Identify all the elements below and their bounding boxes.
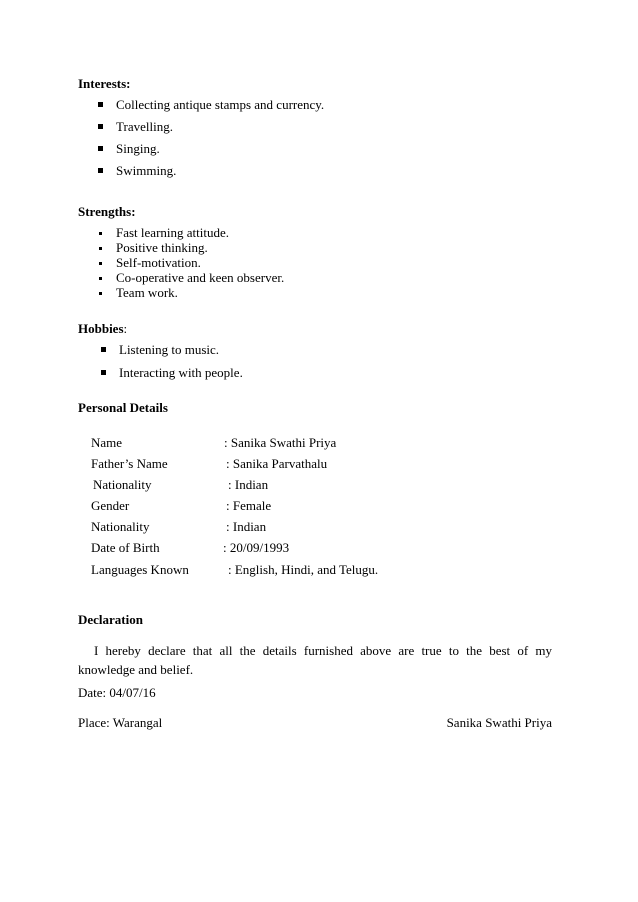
square-bullet-icon [101, 347, 106, 352]
list-item: Collecting antique stamps and currency. [116, 97, 325, 112]
pd-label: Name [91, 435, 123, 450]
square-bullet-icon [98, 102, 103, 107]
list-item: Team work. [116, 285, 178, 300]
list-item: Self-motivation. [116, 255, 201, 270]
list-item: Co-operative and keen observer. [116, 270, 285, 285]
small-bullet-icon [99, 292, 102, 295]
list-item: Swimming. [116, 163, 177, 178]
hobbies-heading-line [78, 321, 127, 337]
hobbies-colon: : [123, 321, 128, 336]
small-bullet-icon [99, 262, 102, 265]
pd-value: : Sanika Parvathalu [226, 456, 328, 471]
pd-label: Father’s Name [91, 456, 168, 471]
list-item: Positive thinking. [116, 240, 208, 255]
small-bullet-icon [99, 247, 102, 250]
square-bullet-icon [98, 168, 103, 173]
small-bullet-icon [99, 232, 102, 235]
small-bullet-icon [99, 277, 102, 280]
interests-heading: Interests: [78, 76, 131, 91]
list-item: Travelling. [116, 119, 173, 134]
list-item: Fast learning attitude. [116, 225, 230, 240]
pd-value: : Indian [226, 519, 267, 534]
pd-label: Date of Birth [91, 540, 160, 555]
pd-value: : English, Hindi, and Telugu. [228, 562, 379, 577]
pd-value: : 20/09/1993 [223, 540, 290, 555]
signature-name: Sanika Swathi Priya [446, 715, 552, 730]
square-bullet-icon [101, 370, 106, 375]
pd-label: Nationality [93, 477, 152, 492]
declaration-date: Date: 04/07/16 [78, 685, 156, 700]
personal-details-heading: Personal Details [78, 400, 168, 415]
list-item: Listening to music. [119, 342, 220, 357]
hobbies-heading: Hobbies [78, 321, 124, 336]
strengths-heading: Strengths: [78, 204, 136, 219]
declaration-text: I hereby declare that all the details furnished above are true to the best of my knowledge and belief. [78, 643, 552, 677]
pd-label: Nationality [91, 519, 150, 534]
list-item: Interacting with people. [119, 365, 243, 380]
square-bullet-icon [98, 124, 103, 129]
pd-value: : Sanika Swathi Priya [224, 435, 337, 450]
declaration-heading: Declaration [78, 612, 143, 627]
pd-value: : Indian [228, 477, 269, 492]
pd-value: : Female [226, 498, 272, 513]
pd-label: Languages Known [91, 562, 189, 577]
square-bullet-icon [98, 146, 103, 151]
declaration-place: Place: Warangal [78, 715, 163, 730]
pd-label: Gender [91, 498, 130, 513]
list-item: Singing. [116, 141, 160, 156]
